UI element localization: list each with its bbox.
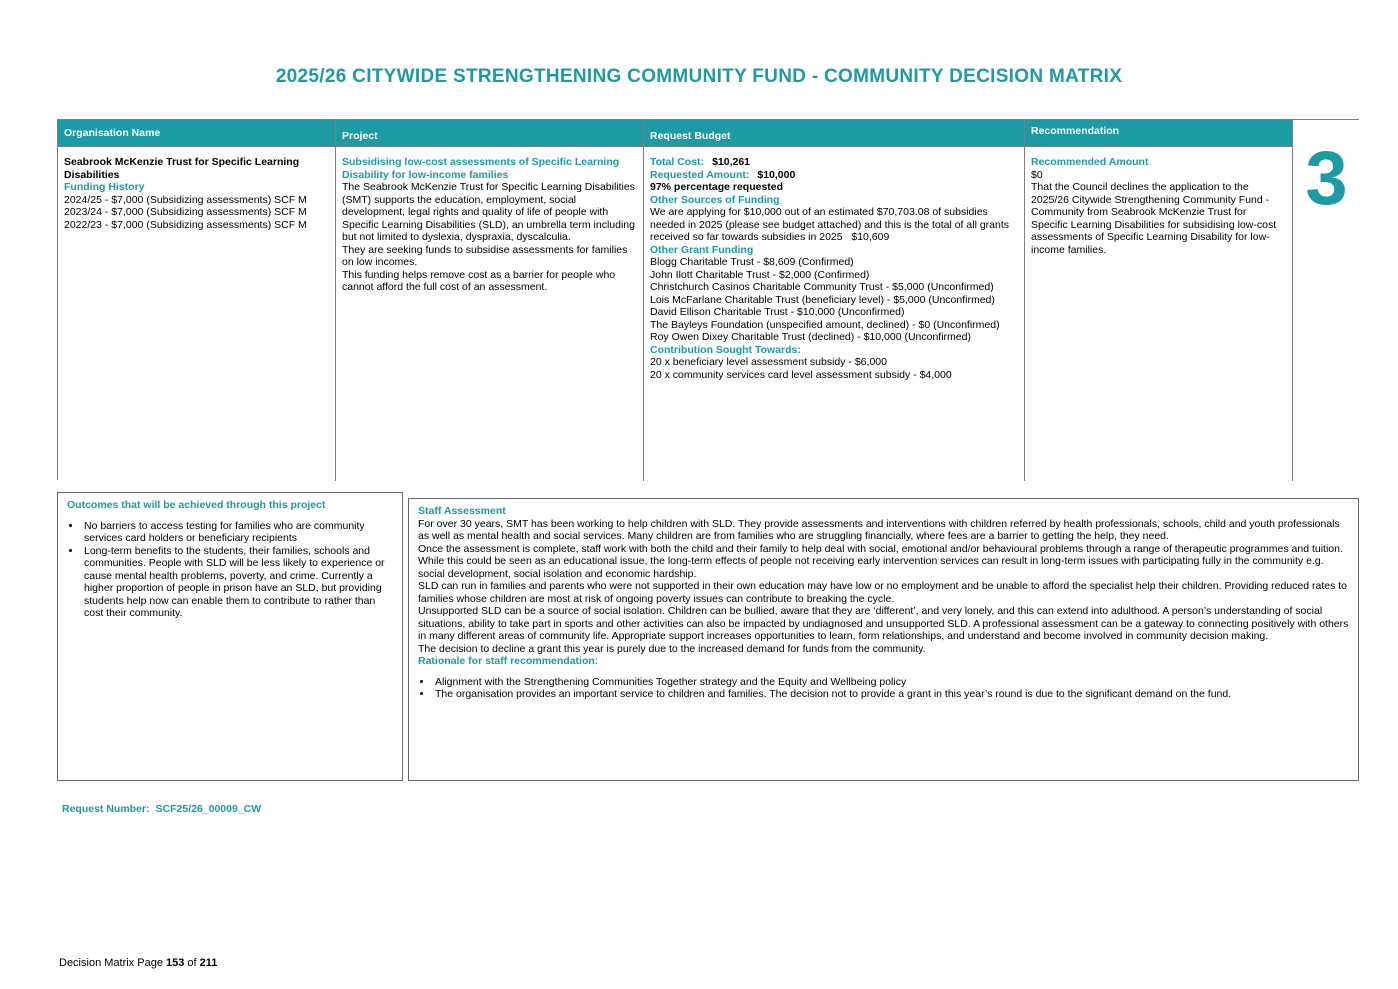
recommended-amount-value: $0 xyxy=(1031,168,1043,181)
col-header-project: Project xyxy=(336,120,644,147)
contribution-line: 20 x beneficiary level assessment subsidy - $6,000 xyxy=(650,356,887,368)
funding-history-line: 2024/25 - $7,000 (Subsidizing assessments) SCF M xyxy=(64,193,307,206)
priority-number: 3 xyxy=(1305,136,1348,221)
total-cost-row xyxy=(650,156,1017,169)
project-paragraph: This funding helps remove cost as a barrier for people who cannot afford the full cost of an assessment. xyxy=(342,268,616,293)
outcomes-bullet: • No barriers to access testing for families who are community services card holders or beneficiary recipients xyxy=(82,520,393,545)
footer-separator: of xyxy=(184,957,200,969)
other-grant-heading: Other Grant Funding xyxy=(650,243,754,256)
staff-assessment-paragraph: Unsupported SLD can be a source of social isolation. Children can be bullied, aware that they are ‘different’, and very lonely, and this can extend into adulthood. A person’s understanding of social situations, ability to take part in sports and other activities can also be impacted by undiagnosed and unsupported SLD. A professional assessment can be a gateway to connecting positively with others in many different areas of community life. Appropriate support increases opportunities to learn, form relationships, and understand and become involved in community decision making. xyxy=(418,605,1349,642)
percentage-requested: 97% percentage requested xyxy=(650,181,784,193)
footer-prefix: Decision Matrix Page xyxy=(59,957,166,969)
total-cost-value: $10,261 xyxy=(712,156,751,168)
request-number xyxy=(62,803,261,815)
outcomes-box xyxy=(57,492,403,781)
contribution-heading: Contribution Sought Towards: xyxy=(650,343,801,356)
staff-assessment-paragraph: SLD can run in families and parents who were not supported in their own education may have low or no employment and be unable to afford the specialist help their children. Providing reduced rates to families whose children are most at risk of ongoing poverty issues can contribute to breaking the cycle. xyxy=(418,580,1348,605)
staff-assessment-paragraph: For over 30 years, SMT has been working to help children with SLD. They provide assessments and interventions with children referred by health professionals, schools, child and youth professionals as well as mental health and social services. Many children are from families who are struggling financially, where fees are a barrier to getting the help, they need. xyxy=(418,517,1340,542)
organisation-cell xyxy=(58,147,336,481)
footer-total-pages: 211 xyxy=(199,957,218,969)
other-grant-line: Christchurch Casinos Charitable Community Trust - $5,000 (Unconfirmed) xyxy=(650,281,994,293)
other-grant-line: Lois McFarlane Charitable Trust (beneficiary level) - $5,000 (Unconfirmed) xyxy=(650,293,995,306)
other-grant-line: John Ilott Charitable Trust - $2,000 (Confirmed) xyxy=(650,268,870,281)
page-title: 2025/26 CITYWIDE STRENGTHENING COMMUNITY FUND - COMMUNITY DECISION MATRIX xyxy=(275,66,1123,87)
col-header-recommendation: Recommendation xyxy=(1025,120,1293,147)
requested-amount-value: $10,000 xyxy=(757,168,796,181)
other-grant-line: Blogg Charitable Trust - $8,609 (Confirmed) xyxy=(650,256,854,268)
request-number-value: SCF25/26_00009_CW xyxy=(155,802,262,815)
outcomes-list xyxy=(67,520,393,620)
recommendation-text: That the Council declines the application to the 2025/26 Citywide Strengthening Community Fund - Community from Seabrook McKenzie Trust for Specific Learning Disabilities for subsidising low-cost assessments of Specific Learning Disability for low-income families. xyxy=(1031,181,1277,256)
other-grant-line: The Bayleys Foundation (unspecified amount, declined) - $0 (Unconfirmed) xyxy=(650,318,1000,331)
request-number-label: Request Number: xyxy=(62,802,150,815)
outcomes-bullet: • Long-term benefits to the students, their families, schools and communities. People with SLD will be less likely to experience or cause mental health problems, poverty, and crime. Currently a higher proportion of people in prison have an SLD, but providing students help now can enable them to contribute to rather than cost their community. xyxy=(82,545,393,620)
staff-assessment-box xyxy=(408,498,1359,781)
outcomes-heading: Outcomes that will be achieved through this project xyxy=(67,499,326,511)
page-footer xyxy=(59,957,217,969)
rationale-bullet: • Alignment with the Strengthening Communities Together strategy and the Equity and Wellbeing policy xyxy=(433,676,1349,689)
footer-page-number: 153 xyxy=(166,957,185,969)
project-paragraph: The Seabrook McKenzie Trust for Specific Learning Disabilities (SMT) supports the education, employment, social development, legal rights and quality of life of people with Specific Learning Disabilities (SLD), an umbrella term including but not limited to dyslexia, dyspraxia, dyscalculia. xyxy=(342,181,635,243)
requested-amount-row xyxy=(650,169,1017,182)
staff-assessment-paragraph: The decision to decline a grant this year is purely due to the increased demand for funds from the community. xyxy=(418,642,926,655)
recommended-amount-heading: Recommended Amount xyxy=(1031,156,1149,168)
organisation-name: Seabrook McKenzie Trust for Specific Learning Disabilities xyxy=(64,156,300,181)
other-grant-line: David Ellison Charitable Trust - $10,000 (Unconfirmed) xyxy=(650,306,905,318)
rationale-list xyxy=(418,676,1349,701)
rationale-heading: Rationale for staff recommendation: xyxy=(418,655,599,667)
other-sources-text: We are applying for $10,000 out of an estimated $70,703.08 of subsidies needed in 2025 (please see budget attached) and this is the total of all grants received so far towards subsidies in 2025 $10,609 xyxy=(650,206,1009,243)
recommendation-cell xyxy=(1025,147,1293,481)
project-cell xyxy=(336,147,644,481)
staff-assessment-paragraph: Once the assessment is complete, staff work with both the child and their family to help deal with social, emotional and/or behavioural problems through a range of therapeutic programmes and tuition. While this could be seen as an educational issue, the long-term effects of people not receiving early intervention services can result in long-term issues with participating fully in the community e.g. social development, social isolation and economic hardship. xyxy=(418,542,1343,580)
requested-amount-label: Requested Amount: xyxy=(650,168,750,181)
total-cost-label: Total Cost: xyxy=(650,156,705,168)
contribution-line: 20 x community services card level assessment subsidy - $4,000 xyxy=(650,368,952,381)
funding-history-line: 2023/24 - $7,000 (Subsidizing assessments) SCF M xyxy=(64,206,307,218)
decision-matrix-table xyxy=(57,119,1359,480)
project-title: Subsidising low-cost assessments of Specific Learning Disability for low-income families xyxy=(342,156,620,181)
rationale-bullet: • The organisation provides an important service to children and families. The decision not to provide a grant in this year’s round is due to the significant demand on the fund. xyxy=(433,688,1349,701)
staff-assessment-heading: Staff Assessment xyxy=(418,505,506,517)
project-paragraph: They are seeking funds to subsidise assessments for families on low incomes. xyxy=(342,243,628,268)
col-header-organisation-name: Organisation Name xyxy=(58,120,336,147)
request-budget-cell xyxy=(644,147,1025,481)
funding-history-heading: Funding History xyxy=(64,181,145,193)
col-header-request-budget: Request Budget xyxy=(644,120,1025,147)
other-sources-heading: Other Sources of Funding xyxy=(650,193,780,206)
priority-cell xyxy=(1293,120,1360,481)
funding-history-line: 2022/23 - $7,000 (Subsidizing assessments) SCF M xyxy=(64,218,307,231)
other-grant-line: Roy Owen Dixey Charitable Trust (declined) - $10,000 (Unconfirmed) xyxy=(650,331,971,343)
